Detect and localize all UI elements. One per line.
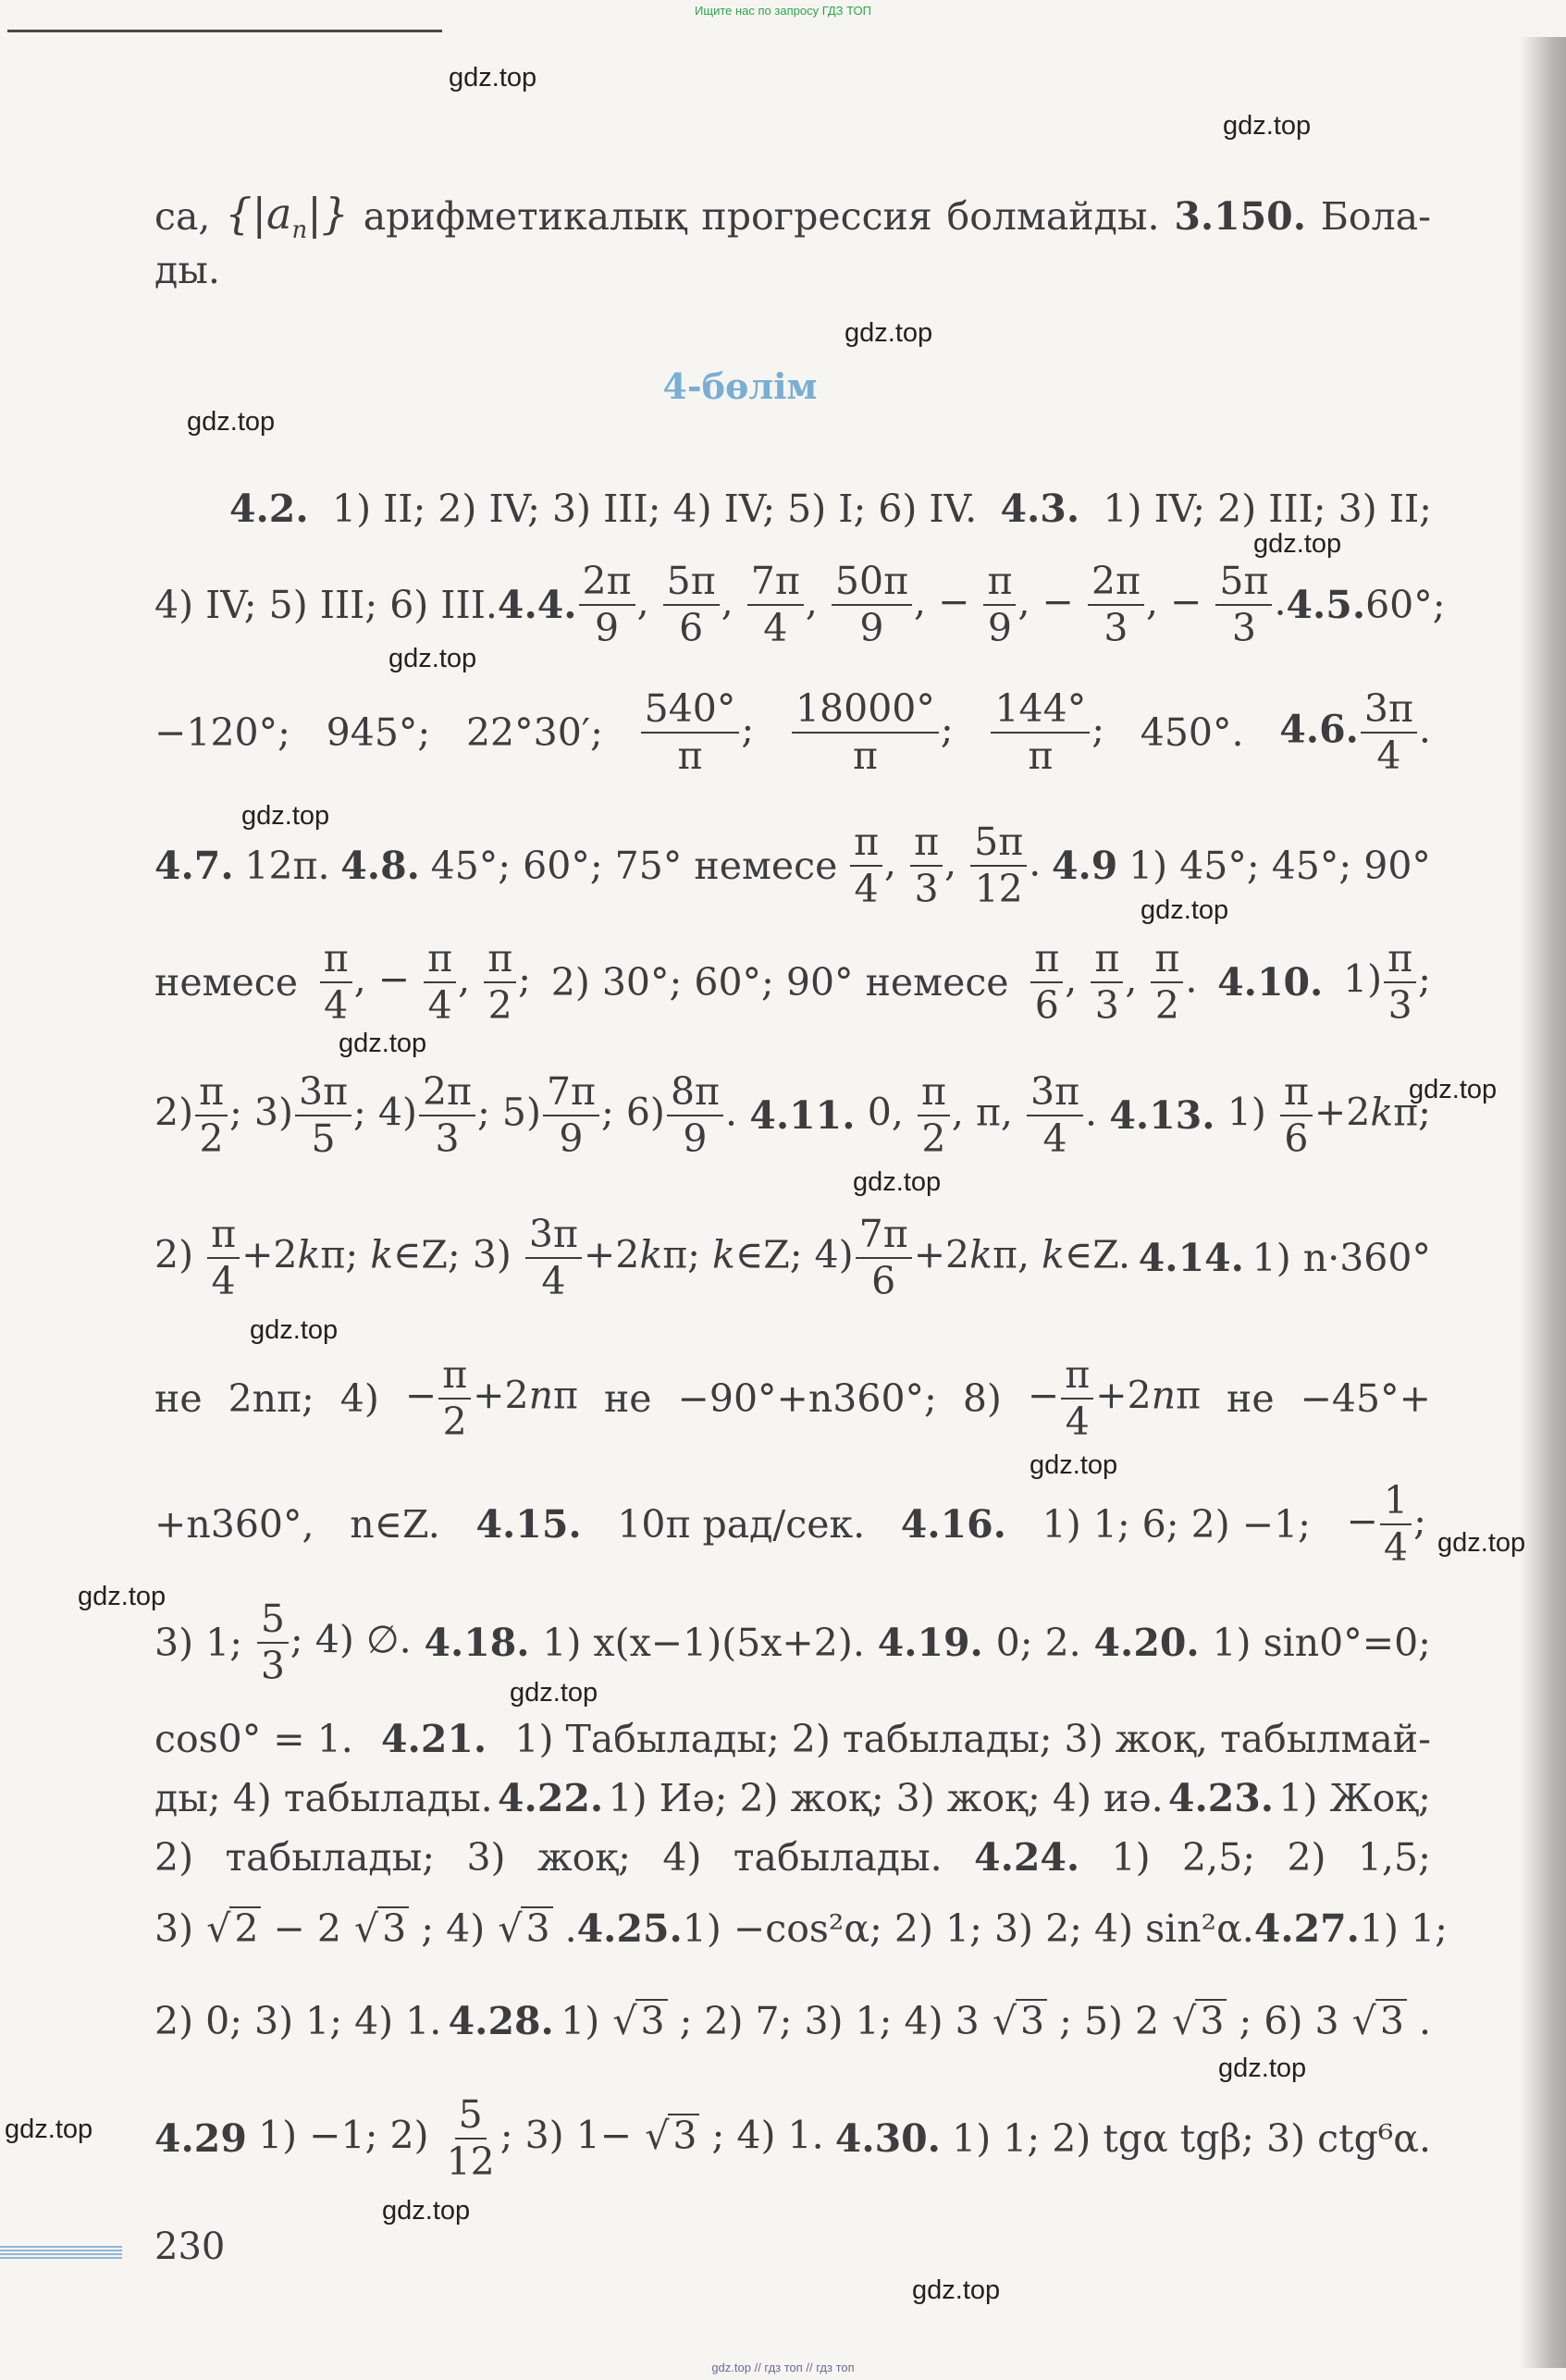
text: 22°30′; xyxy=(465,710,603,755)
text: са, xyxy=(154,194,211,239)
book-spine-shadow xyxy=(1520,37,1566,2368)
text: 1) sin0°=0; xyxy=(1212,1621,1431,1665)
text: −120°; xyxy=(154,710,290,755)
text: 1) x(x−1)(5x+2). xyxy=(542,1621,865,1665)
answer-group: 1) $\frac{\pi}{3}$ ; xyxy=(1343,936,1431,1028)
fraction: 1) −1; 2) $\frac{5}{12}$ ; 3) 1− √ 3 ; 4) 1. xyxy=(258,2096,824,2181)
watermark: gdz.top xyxy=(241,801,330,831)
page-number: 230 xyxy=(154,2226,226,2268)
watermark: gdz.top xyxy=(382,2196,471,2226)
text-line xyxy=(154,1711,1431,1767)
text-line xyxy=(154,1770,1431,1826)
fraction-list: 0, $\frac{\pi}{2}$ , π, $\frac{3\pi}{4}$ . xyxy=(867,1069,1098,1161)
text-line xyxy=(154,1478,1426,1571)
text: 1) II; 2) IV; 3) III; 4) IV; 5) I; 6) IV. xyxy=(331,487,978,531)
section-heading: 4-бөлім xyxy=(662,365,818,407)
text: Бола- xyxy=(1320,194,1431,239)
text: табылады; xyxy=(225,1835,436,1880)
text: 3) 1; xyxy=(154,1621,243,1665)
radical-expression: 3) √ 2 − 2 √ 3 ; 4) √ 3 . xyxy=(154,1906,577,1951)
watermark: gdz.top xyxy=(510,1678,598,1708)
text: 1) Жоқ; xyxy=(1278,1776,1431,1820)
text: 10π рад/сек. xyxy=(617,1502,866,1547)
text: 0; 2. xyxy=(995,1621,1081,1665)
text: 4) xyxy=(339,1376,379,1421)
text: 45°; 60°; 75° немесе xyxy=(430,844,838,888)
text: не xyxy=(1227,1376,1275,1421)
problem-number: 3.150. xyxy=(1174,194,1306,239)
fraction-list: 2) $\frac{\pi}{4}$ +2kπ; k∈Z; 3) $\frac{3\pi}{4}$ +2kπ; k∈Z; 4) $\frac{7\pi}{6}$ +2kπ, k∈Z. xyxy=(154,1212,1131,1303)
text: 1) 1; xyxy=(1359,1906,1448,1951)
problem-number: 4.6. xyxy=(1279,707,1359,752)
watermark: gdz.top xyxy=(1141,895,1229,925)
problem-number: 4.15. xyxy=(475,1502,582,1547)
problem-number: 4.19. xyxy=(877,1621,983,1665)
fraction-list: $\frac{2\pi}{9}$ , $\frac{5\pi}{6}$ , $\frac{7\pi}{4}$ , $\frac{50\pi}{9}$ , − $\frac{\pi}{9}$ , − $\frac{2\pi}{3}$ , − $\frac{5\pi}{3}$ . xyxy=(577,562,1287,647)
text: +n360°, xyxy=(154,1502,314,1547)
watermark: gdz.top xyxy=(845,318,933,348)
text: 8) xyxy=(962,1376,1002,1421)
text: 60°; xyxy=(1365,583,1446,627)
watermark: gdz.top xyxy=(449,63,537,92)
fraction: − $\frac{1}{4}$ ; xyxy=(1346,1478,1426,1570)
problem-number: 4.7. xyxy=(154,844,234,888)
text-line xyxy=(154,1352,1431,1445)
problem-number: 4.16. xyxy=(900,1502,1006,1547)
problem-number: 4.23. xyxy=(1167,1776,1275,1820)
text-line xyxy=(154,559,1446,651)
text-line xyxy=(229,481,1432,536)
problem-number: 4.21. xyxy=(381,1717,487,1761)
radical-expression: 1) √ 3 ; 2) 7; 3) 1; 4) 3 √ 3 ; 5) 2 √ 3 ; 6) 3 √ 3 . xyxy=(561,1999,1431,2043)
text-line xyxy=(154,2092,1431,2185)
problem-number: 4.25. xyxy=(576,1906,683,1951)
text: −90°+n360°; xyxy=(677,1376,937,1421)
text-line xyxy=(154,1896,1448,1961)
watermark: gdz.top xyxy=(1437,1528,1526,1558)
fraction-list: $\frac{\pi}{6}$ , $\frac{\pi}{3}$ , $\frac{\pi}{2}$ . xyxy=(1029,940,1197,1025)
text: 1,5; xyxy=(1357,1835,1431,1880)
fraction: $\frac{5}{3}$ ; 4) ∅. xyxy=(255,1600,412,1685)
text: 1) −cos²α; 2) 1; 3) 2; 4) sin²α. xyxy=(682,1906,1254,1951)
fraction: $\frac{540^\circ}{\pi}$ ; xyxy=(639,690,755,775)
problem-number: 4.9 xyxy=(1052,844,1118,888)
text-line xyxy=(154,242,1431,298)
text: cos0° = 1. xyxy=(154,1717,353,1761)
watermark: gdz.top xyxy=(1218,2053,1307,2083)
watermark: gdz.top xyxy=(912,2275,1001,2305)
text: немесе xyxy=(154,960,298,1005)
fraction: − $\frac{\pi}{4}$ +2nπ xyxy=(1027,1352,1202,1444)
text: болмайды. xyxy=(946,194,1160,239)
abs-sequence: $\{|a_n|\}$ xyxy=(225,188,349,245)
fraction: $\frac{18000^\circ}{\pi}$ ; xyxy=(790,690,954,775)
text: не xyxy=(603,1376,652,1421)
top-note: Ищите нас по запросу ГДЗ ТОП xyxy=(695,4,871,18)
problem-number: 4.29 xyxy=(154,2116,247,2161)
watermark: gdz.top xyxy=(388,644,477,673)
watermark: gdz.top xyxy=(1030,1450,1118,1480)
text: 3) xyxy=(466,1835,506,1880)
fraction: $\frac{144^\circ}{\pi}$ ; xyxy=(989,690,1104,775)
watermark: gdz.top xyxy=(5,2115,93,2144)
text: −45°+ xyxy=(1300,1376,1431,1421)
text: 450°. xyxy=(1140,710,1244,755)
text: 2) 30°; 60°; 90° немесе xyxy=(550,960,1009,1005)
problem-number: 4.20. xyxy=(1093,1621,1200,1665)
answer-group: 1) $\frac{\pi}{6}$ +2kπ; xyxy=(1227,1069,1431,1161)
text: не xyxy=(154,1376,203,1421)
problem-number: 4.10. xyxy=(1217,960,1324,1005)
text: 1) 1; 6; 2) −1; xyxy=(1042,1502,1311,1547)
text: 4) xyxy=(662,1835,702,1880)
text-line xyxy=(154,1830,1431,1885)
text: 4) IV; 5) III; 6) III. xyxy=(154,583,498,627)
text-line xyxy=(154,820,1431,912)
fraction-list: $\frac{\pi}{4}$ , − $\frac{\pi}{4}$ , $\frac{\pi}{2}$ ; xyxy=(318,940,531,1025)
problem-number: 4.24. xyxy=(974,1835,1080,1880)
problem-number: 4.22. xyxy=(498,1776,604,1820)
problem-number: 4.4. xyxy=(497,583,577,627)
text: арифметикалық xyxy=(363,194,687,239)
text-line xyxy=(154,189,1431,244)
text-line xyxy=(154,1212,1431,1304)
text: n∈Z. xyxy=(350,1502,440,1547)
text: 1) 45°; 45°; 90° xyxy=(1128,844,1431,888)
text-line xyxy=(154,1597,1431,1689)
watermark: gdz.top xyxy=(1223,111,1312,141)
watermark: gdz.top xyxy=(1409,1075,1498,1104)
text-line xyxy=(154,936,1431,1029)
text: 1) Иә; 2) жоқ; 3) жоқ; 4) иә. xyxy=(608,1776,1164,1820)
text: 2,5; xyxy=(1182,1835,1256,1880)
text: 2nπ; xyxy=(228,1376,314,1421)
problem-number: 4.18. xyxy=(424,1621,530,1665)
text: прогрессия xyxy=(701,194,932,239)
problem-number: 4.3. xyxy=(1000,487,1080,531)
watermark: gdz.top xyxy=(853,1167,942,1197)
answer-group: 4.6. $\frac{3\pi}{4}$ . xyxy=(1279,686,1431,778)
text: 2) xyxy=(154,1835,194,1880)
fraction-list: $\frac{\pi}{4}$ , $\frac{\pi}{3}$ , $\frac{5\pi}{12}$ . xyxy=(848,823,1041,908)
problem-number: 4.13. xyxy=(1109,1093,1215,1138)
watermark: gdz.top xyxy=(1253,529,1342,559)
text: 1) 1; 2) tgα tgβ; 3) ctg⁶α. xyxy=(952,2116,1431,2161)
watermark: gdz.top xyxy=(250,1315,339,1345)
problem-number: 4.8. xyxy=(340,844,420,888)
fraction: − $\frac{\pi}{2}$ +2nπ xyxy=(404,1352,578,1444)
problem-number: 4.14. xyxy=(1138,1236,1244,1280)
watermark: gdz.top xyxy=(339,1029,427,1058)
text: 12π. xyxy=(244,844,330,888)
text: табылады. xyxy=(733,1835,943,1880)
problem-number: 4.2. xyxy=(229,487,309,531)
text: 1) n·360° xyxy=(1252,1236,1431,1280)
problem-number: 4.27. xyxy=(1253,1906,1360,1951)
problem-number: 4.28. xyxy=(448,1999,554,2043)
text: 1) xyxy=(1111,1835,1151,1880)
text: жоқ; xyxy=(536,1835,631,1880)
watermark: gdz.top xyxy=(187,407,276,437)
problem-number: 4.5. xyxy=(1286,583,1366,627)
text: 2) 0; 3) 1; 4) 1. xyxy=(154,1999,442,2043)
fraction-list: 2) $\frac{\pi}{2}$ ; 3) $\frac{3\pi}{5}$ ; 4) $\frac{2\pi}{3}$ ; 5) $\frac{7\pi}{9}$ ; 6) $\frac{8\pi}{9}$ . xyxy=(154,1069,738,1161)
text-line xyxy=(154,1069,1431,1162)
text: ды; 4) табылады. xyxy=(154,1776,493,1820)
watermark: gdz.top xyxy=(78,1582,166,1611)
text: 2) xyxy=(1287,1835,1326,1880)
text: 945°; xyxy=(326,710,431,755)
problem-number: 4.30. xyxy=(834,2116,941,2161)
text-line xyxy=(154,686,1431,779)
text: 1) IV; 2) III; 3) II; xyxy=(1103,487,1432,531)
page-number-decoration xyxy=(0,2246,122,2259)
text: ды. xyxy=(154,248,220,292)
text-line xyxy=(154,1989,1431,2053)
text: 1) Табылады; 2) табылады; 3) жоқ, табылмай- xyxy=(514,1717,1431,1761)
problem-number: 4.11. xyxy=(749,1093,856,1138)
bottom-note: gdz.top // гдз топ // гдз топ xyxy=(711,2361,855,2374)
header-rule xyxy=(7,30,442,32)
